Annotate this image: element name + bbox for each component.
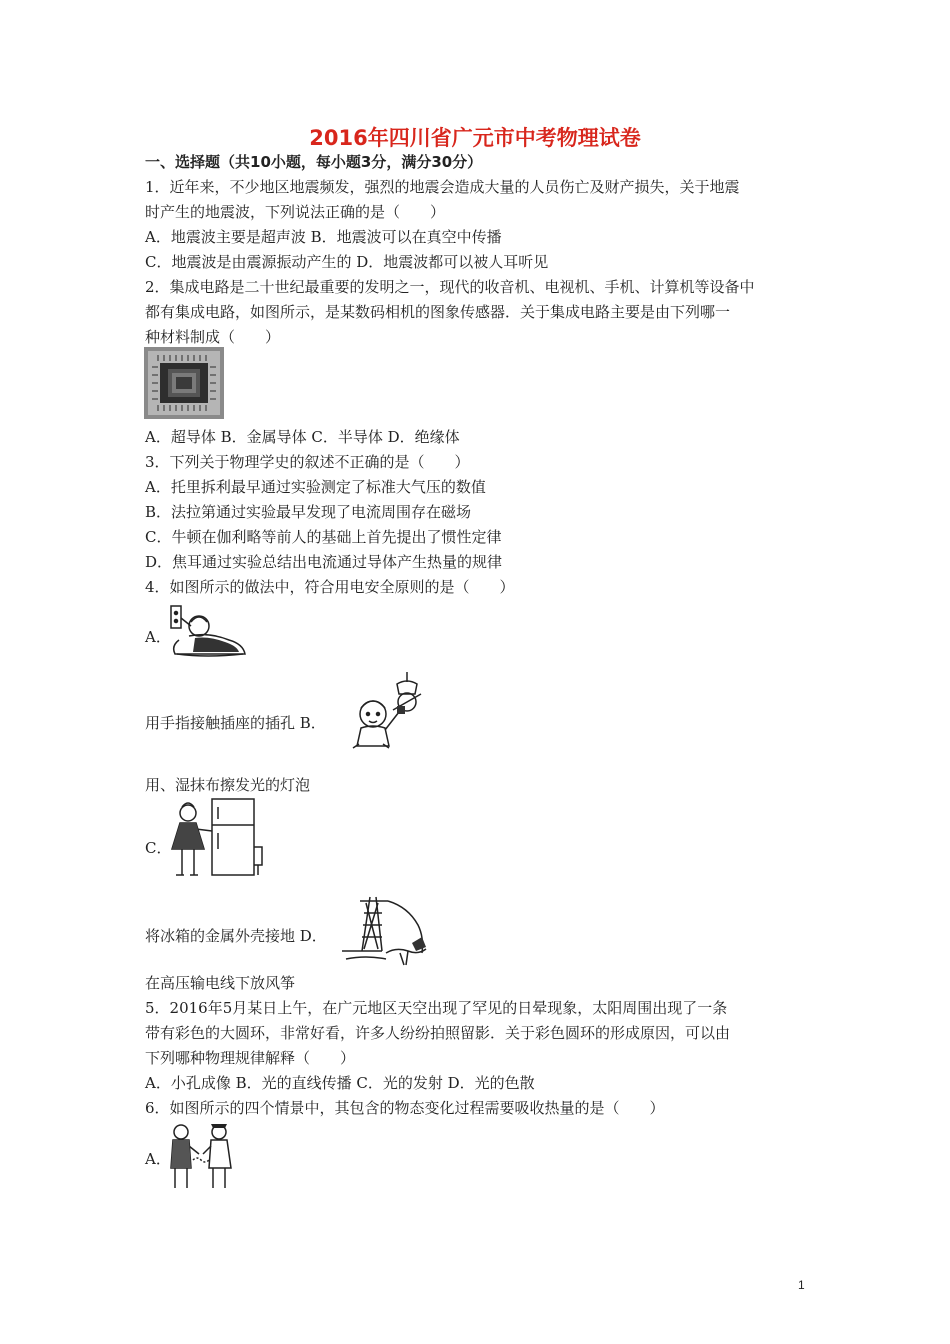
q4-option-a-label: A． — [145, 628, 171, 646]
q2-stem-line1: 2．集成电路是二十世纪最重要的发明之一，现代的收音机、电视机、手机、计算机等设备中 — [145, 278, 755, 296]
q5-stem-line2: 带有彩色的大圆环，非常好看，许多人纷纷拍照留影．关于彩色圆环的形成原因，可以由 — [145, 1024, 731, 1042]
q4-option-c-label: C． — [145, 839, 172, 857]
q4-option-d-text: 在高压输电线下放风筝 — [145, 974, 296, 992]
child-touching-socket-figure — [165, 602, 247, 660]
q1-stem-line1: 1．近年来，不少地区地震频发，强烈的地震会造成大量的人员伤亡及财产损失，关于地震 — [145, 178, 740, 196]
q6-stem: 6．如图所示的四个情景中，其包含的物态变化过程需要吸收热量的是（ ） — [145, 1099, 665, 1117]
page-title: 2016年四川省广元市中考物理试卷 — [309, 126, 641, 150]
image-sensor-chip-figure — [144, 347, 224, 419]
q4-stem: 4．如图所示的做法中，符合用电安全原则的是（ ） — [145, 578, 515, 596]
q1-options-ab: A．地震波主要是超声波 B．地震波可以在真空中传播 — [145, 228, 502, 246]
page-number: 1 — [798, 1278, 805, 1292]
q2-stem-line3: 种材料制成（ ） — [145, 328, 281, 346]
section-heading: 一、选择题（共10小题，每小题3分，满分30分） — [145, 153, 483, 171]
q1-stem-line2: 时产生的地震波，下列说法正确的是（ ） — [145, 203, 446, 221]
q3-stem: 3．下列关于物理学史的叙述不正确的是（ ） — [145, 453, 470, 471]
q4-option-c-text: 将冰箱的金属外壳接地 D． — [145, 927, 327, 945]
q2-stem-line2: 都有集成电路，如图所示，是某数码相机的图象传感器．关于集成电路主要是由下列哪一 — [145, 303, 731, 321]
q1-options-cd: C．地震波是由震源振动产生的 D．地震波都可以被人耳听见 — [145, 253, 549, 271]
child-wiping-lightbulb-figure — [343, 670, 435, 752]
kite-under-power-line-figure — [342, 893, 432, 969]
q4-option-a-text: 用手指接触插座的插孔 B． — [145, 714, 326, 732]
q5-options: A．小孔成像 B．光的直线传播 C．光的发射 D．光的色散 — [145, 1074, 535, 1092]
q3-option-b: B．法拉第通过实验最早发现了电流周围存在磁场 — [145, 503, 472, 521]
q3-option-a: A．托里拆利最早通过实验测定了标准大气压的数值 — [145, 478, 486, 496]
fridge-grounding-figure — [168, 795, 268, 881]
q4-option-b-text: 用、湿抹布擦发光的灯泡 — [145, 776, 311, 794]
q3-option-d: D．焦耳通过实验总结出电流通过导体产生热量的规律 — [145, 553, 503, 571]
q5-stem-line1: 5．2016年5月某日上午，在广元地区天空出现了罕见的日晕现象，太阳周围出现了一条 — [145, 999, 728, 1017]
q3-option-c: C．牛顿在伽利略等前人的基础上首先提出了惯性定律 — [145, 528, 502, 546]
q2-options: A．超导体 B．金属导体 C．半导体 D．绝缘体 — [145, 428, 460, 446]
q6-option-a-label: A． — [145, 1150, 171, 1168]
two-people-figure — [165, 1120, 237, 1192]
q5-stem-line3: 下列哪种物理规律解释（ ） — [145, 1049, 356, 1067]
